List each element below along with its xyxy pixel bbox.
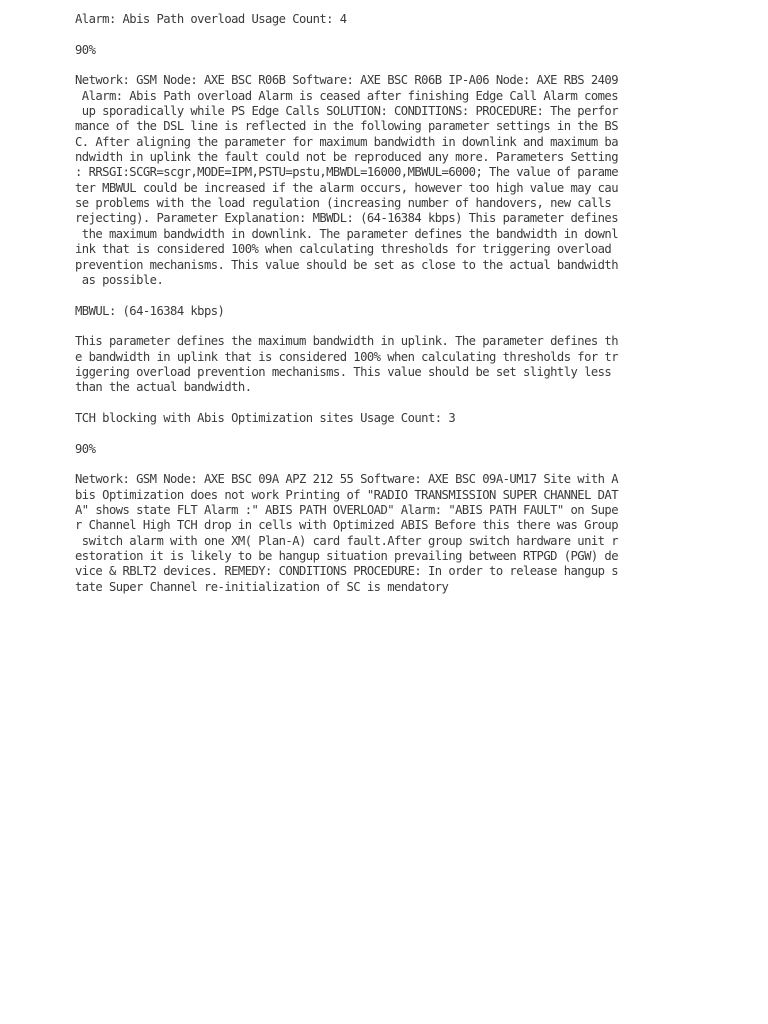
text-line: 90% — [75, 441, 96, 456]
alarm-title-2 — [75, 411, 695, 426]
text-line: rejecting). Parameter Explanation: MBWDL: (64-16384 kbps) This parameter defines — [75, 211, 619, 226]
percentage-1 — [75, 43, 695, 58]
text-line: This parameter defines the maximum bandwidth in uplink. The parameter defines th — [75, 334, 619, 349]
alarm-title-1 — [75, 12, 695, 27]
text-line: switch alarm with one XM( Plan-A) card fault.After group switch hardware unit r — [75, 533, 619, 548]
text-line: iggering overload prevention mechanisms. This value should be set slightly less — [75, 364, 619, 379]
text-line: ink that is considered 100% when calculating thresholds for triggering overload — [75, 242, 619, 257]
text-line: Network: GSM Node: AXE BSC R06B Software: AXE BSC R06B IP-A06 Node: AXE RBS 2409 — [75, 73, 619, 88]
text-line: mance of the DSL line is reflected in the following parameter settings in the BS — [75, 119, 619, 134]
text-line: estoration it is likely to be hangup situation prevailing between RTPGD (PGW) de — [75, 549, 619, 564]
percentage-2 — [75, 442, 695, 457]
text-line: se problems with the load regulation (increasing number of handovers, new calls — [75, 196, 619, 211]
text-line: up sporadically while PS Edge Calls SOLUTION: CONDITIONS: PROCEDURE: The perfor — [75, 104, 619, 119]
text-line: prevention mechanisms. This value should be set as close to the actual bandwidth — [75, 257, 619, 272]
text-line: bis Optimization does not work Printing of "RADIO TRANSMISSION SUPER CHANNEL DAT — [75, 487, 619, 502]
text-line: vice & RBLT2 devices. REMEDY: CONDITIONS PROCEDURE: In order to release hangup s — [75, 564, 619, 579]
text-line: tate Super Channel re-initialization of SC is mendatory — [75, 579, 449, 594]
text-line: Network: GSM Node: AXE BSC 09A APZ 212 55 Software: AXE BSC 09A-UM17 Site with A — [75, 472, 619, 487]
text-line: e bandwidth in uplink that is considered 100% when calculating thresholds for tr — [75, 349, 619, 364]
text-line: 90% — [75, 42, 96, 57]
text-line: than the actual bandwidth. — [75, 380, 252, 395]
text-line: TCH blocking with Abis Optimization sites Usage Count: 3 — [75, 410, 456, 425]
text-line: ter MBWUL could be increased if the alarm occurs, however too high value may cau — [75, 180, 619, 195]
text-line: the maximum bandwidth in downlink. The parameter defines the bandwidth in downl — [75, 226, 619, 241]
document-body — [75, 12, 695, 610]
text-line: : RRSGI:SCGR=scgr,MODE=IPM,PSTU=pstu,MBWDL=16000,MBWUL=6000; The value of parame — [75, 165, 619, 180]
text-line: r Channel High TCH drop in cells with Optimized ABIS Before this there was Group — [75, 518, 619, 533]
text-line: C. After aligning the parameter for maximum bandwidth in downlink and maximum ba — [75, 134, 619, 149]
text-line: Alarm: Abis Path overload Alarm is ceased after finishing Edge Call Alarm comes — [75, 88, 619, 103]
mbwul-heading — [75, 304, 695, 319]
alarm-description-1 — [75, 73, 695, 288]
text-line: ndwidth in uplink the fault could not be reproduced any more. Parameters Setting — [75, 150, 619, 165]
text-line: as possible. — [75, 272, 164, 287]
text-line: Alarm: Abis Path overload Usage Count: 4 — [75, 12, 347, 26]
mbwul-description — [75, 334, 695, 395]
text-line: MBWUL: (64-16384 kbps) — [75, 303, 225, 318]
alarm-description-2 — [75, 472, 695, 595]
text-line: A" shows state FLT Alarm :" ABIS PATH OVERLOAD" Alarm: "ABIS PATH FAULT" on Supe — [75, 503, 619, 517]
